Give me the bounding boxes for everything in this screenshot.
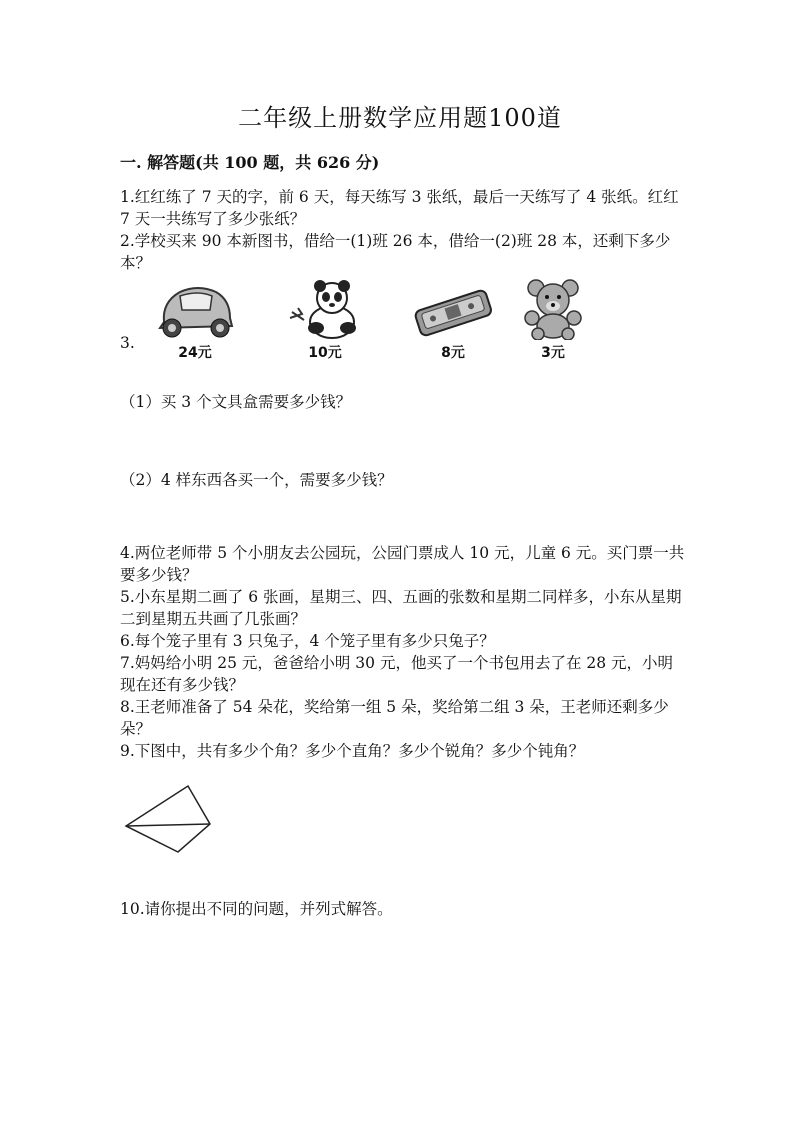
price-label: 10元 <box>308 345 342 361</box>
item-toy-car <box>140 282 250 362</box>
question-7: 7.妈妈给小明 25 元，爸爸给小明 30 元，他买了一个书包用去了在 28 元，小明现在还有多少钱？ <box>120 654 674 694</box>
price-label: 24元 <box>178 345 212 361</box>
question-8: 8.王老师准备了 54 朵花，奖给第一组 5 朵，奖给第二组 3 朵，王老师还剩多少朵？ <box>120 698 669 738</box>
pencil-box-icon <box>410 282 496 340</box>
item-panda <box>270 278 380 362</box>
page-title: 二年级上册数学应用题100道 <box>238 104 562 132</box>
question-2: 2.学校买来 90 本新图书，借给一(1)班 26 本，借给一(2)班 28 本，还剩下多少本？ <box>120 232 671 272</box>
question-1: 1.红红练了 7 天的字，前 6 天，每天练写 3 张纸，最后一天练写了 4 张纸。红红 7 天一共练写了多少张纸？ <box>120 188 679 228</box>
question-3-sub-1: （1）买 3 个文具盒需要多少钱？ <box>120 393 352 411</box>
question-3-number: 3. <box>120 334 135 352</box>
question-6: 6.每个笼子里有 3 只兔子，4 个笼子里有多少只兔子？ <box>120 632 495 650</box>
quadrilateral-figure <box>118 780 218 860</box>
teddy-bear-icon <box>518 278 588 340</box>
price-label: 8元 <box>441 345 465 361</box>
panda-icon <box>282 278 368 340</box>
question-9: 9.下图中，共有多少个角？多少个直角？多少个锐角？多少个钝角？ <box>120 742 585 760</box>
question-3-sub-2: （2）4 样东西各买一个，需要多少钱？ <box>120 471 393 489</box>
price-label: 3元 <box>541 345 565 361</box>
item-teddy-bear <box>498 278 608 362</box>
question-4: 4.两位老师带 5 个小朋友去公园玩，公园门票成人 10 元，儿童 6 元。买门票一共要多少钱？ <box>120 544 685 584</box>
question-5: 5.小东星期二画了 6 张画，星期三、四、五画的张数和星期二同样多，小东从星期二到星期五共画了几张画？ <box>120 588 682 628</box>
question-10: 10.请你提出不同的问题，并列式解答。 <box>120 900 393 918</box>
toy-car-icon <box>150 282 240 340</box>
item-pencil-box <box>398 282 508 362</box>
section-heading: 一. 解答题(共 100 题，共 626 分) <box>120 153 380 172</box>
